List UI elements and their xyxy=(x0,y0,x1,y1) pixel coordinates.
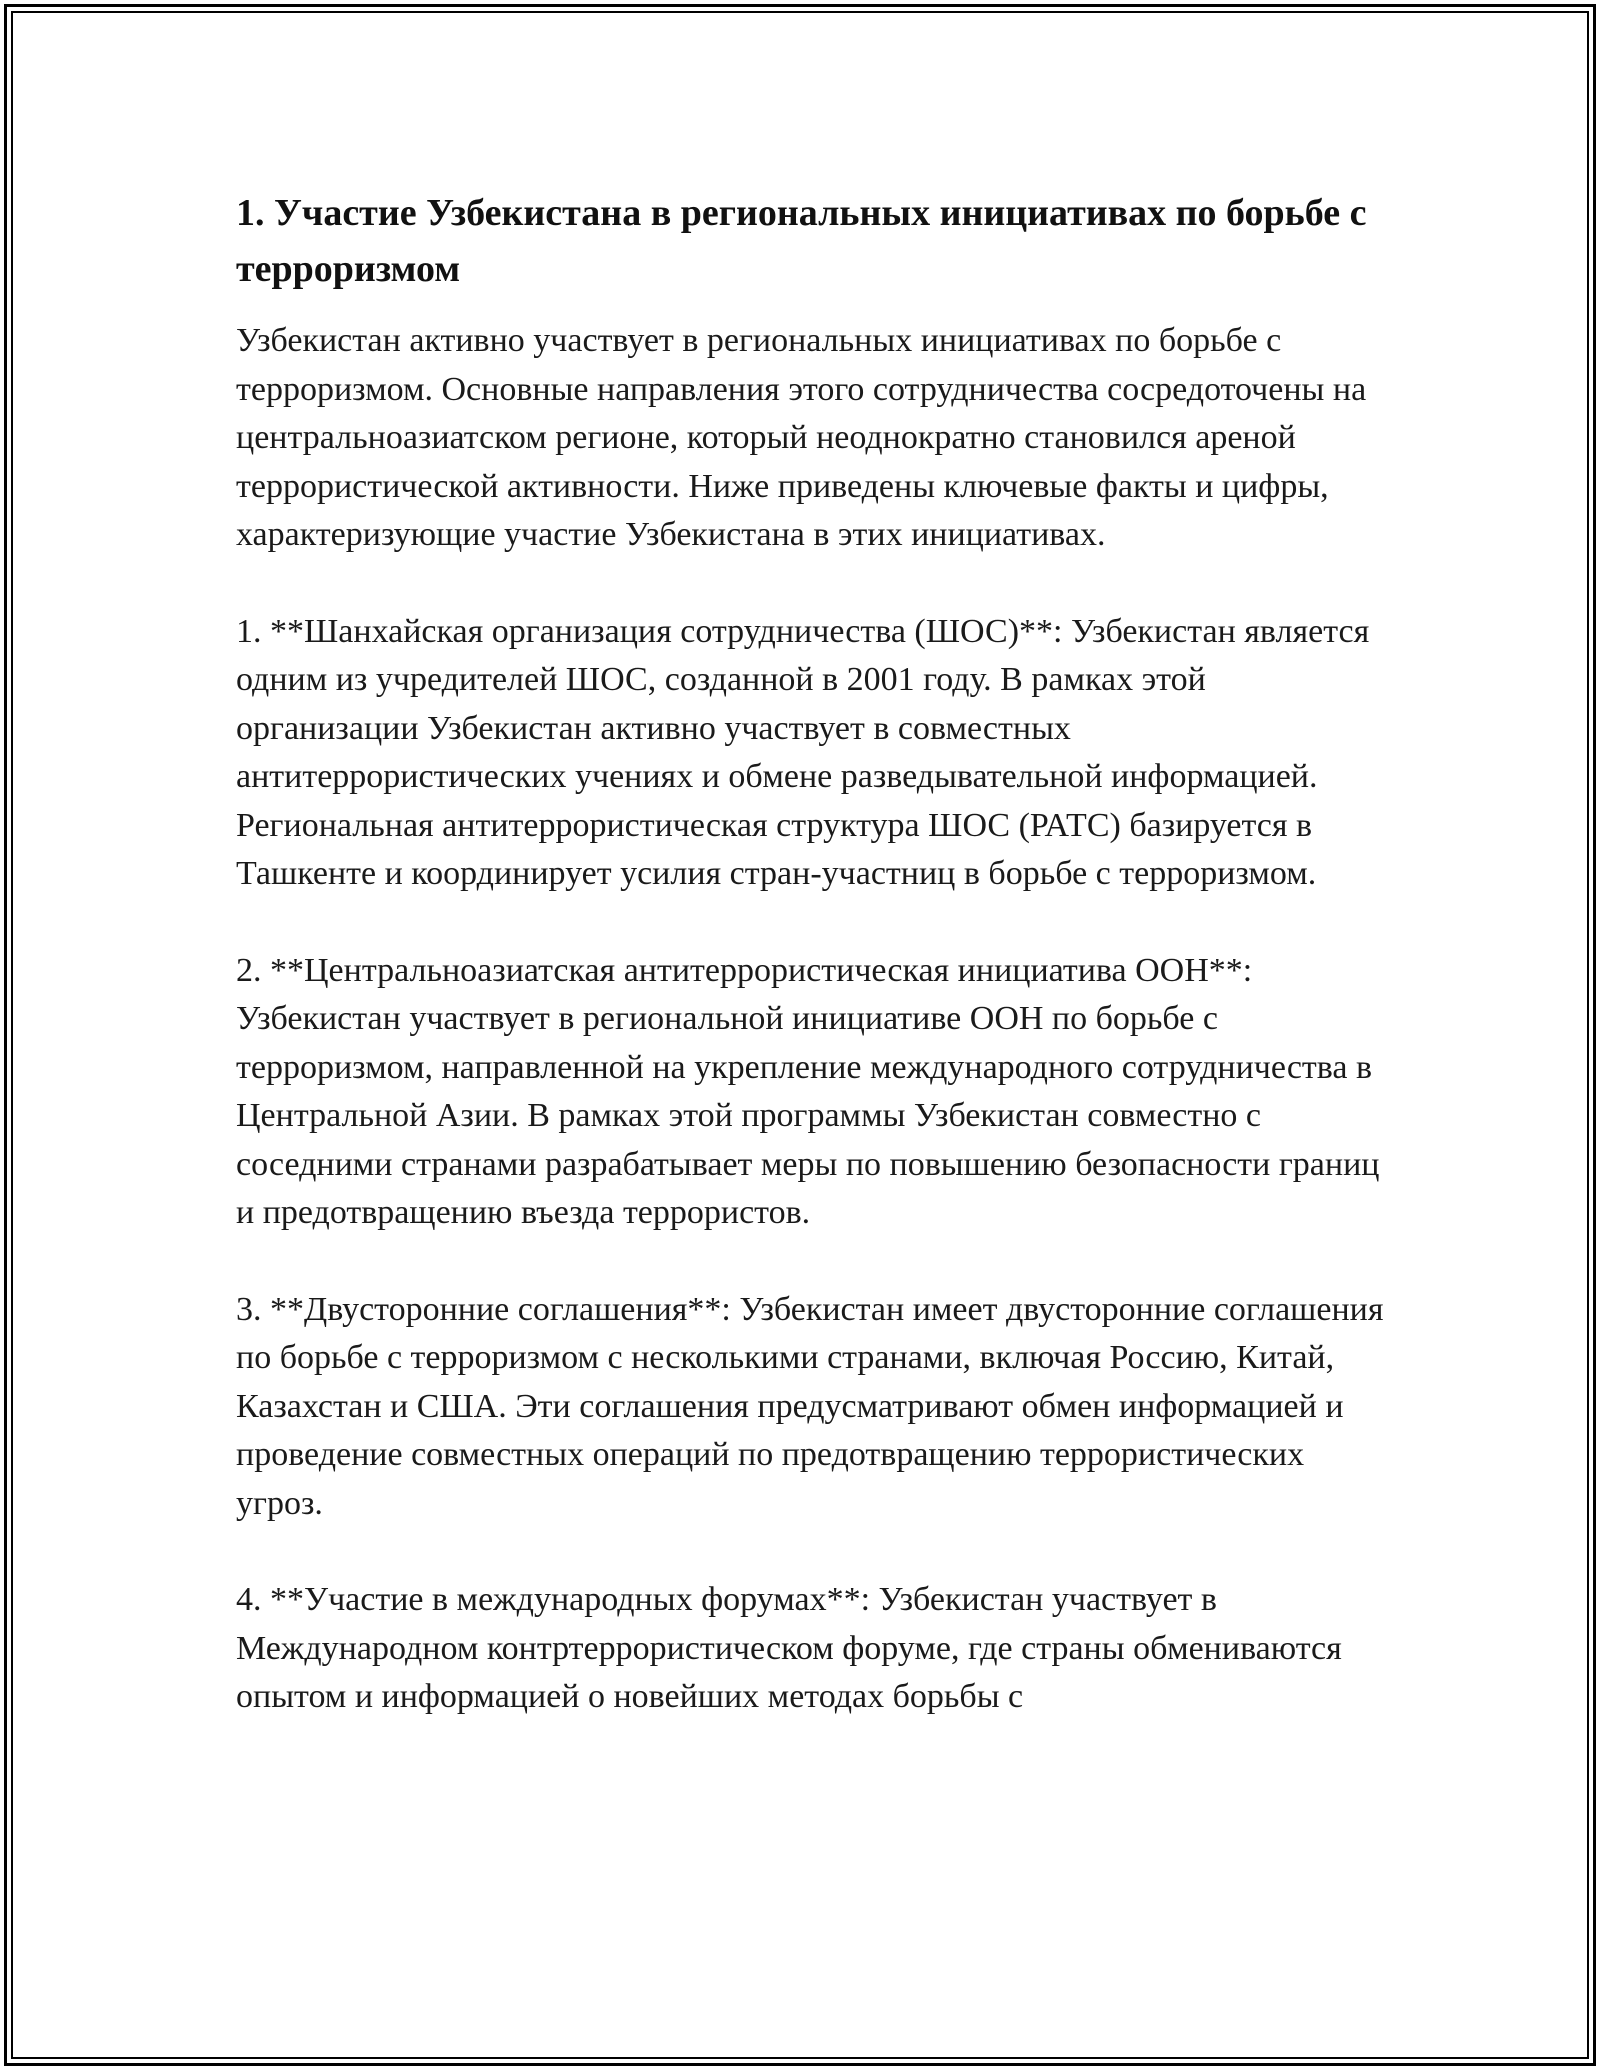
section-heading: 1. Участие Узбекистана в региональных инициативах по борьбе с терроризмом xyxy=(236,192,1367,290)
item-bilateral-agreements-paragraph: 3. **Двусторонние соглашения**: Узбекистан имеет двусторонние соглашения по борьбе с терроризмом с несколькими странами, включая Россию, Китай, Казахстан и США. Эти соглашения предусматривают обмен информацией и проведение совместных операций по предотвращению террористических угроз. xyxy=(236,1290,1384,1522)
item-international-forums-paragraph: 4. **Участие в международных форумах**: Узбекистан участвует в Международном контртеррористическом форуме, где страны обмениваются опытом и информацией о новейших методах борьбы с xyxy=(236,1581,1342,1715)
item-un-initiative-paragraph: 2. **Центральноазиатская антитеррористическая инициатива ООН**: Узбекистан участвует в региональной инициативе ООН по борьбе с терроризмом, направленной на укрепление международного сотрудничества в Центральной Азии. В рамках этой программы Узбекистан совместно с соседними странами разрабатывает меры по повышению безопасности границ и предотвращению въезда террористов. xyxy=(236,951,1380,1231)
intro-paragraph: Узбекистан активно участвует в региональных инициативах по борьбе с терроризмом. Основные направления этого сотрудничества сосредоточены на центральноазиатском регионе, который неоднократно становился ареной террористической активности. Ниже приведены ключевые факты и цифры, характеризующие участие Узбекистана в этих инициативах. xyxy=(236,322,1367,553)
item-sco-paragraph: 1. **Шанхайская организация сотрудничества (ШОС)**: Узбекистан является одним из учредителей ШОС, созданной в 2001 году. В рамках этой организации Узбекистан активно участвует в совместных антитеррористических учениях и обмене разведывательной информацией. Региональная антитеррористическая структура ШОС (РАТС) базируется в Ташкенте и координирует усилия стран-участниц в борьбе с терроризмом. xyxy=(236,612,1370,892)
document-body xyxy=(236,185,1396,1770)
